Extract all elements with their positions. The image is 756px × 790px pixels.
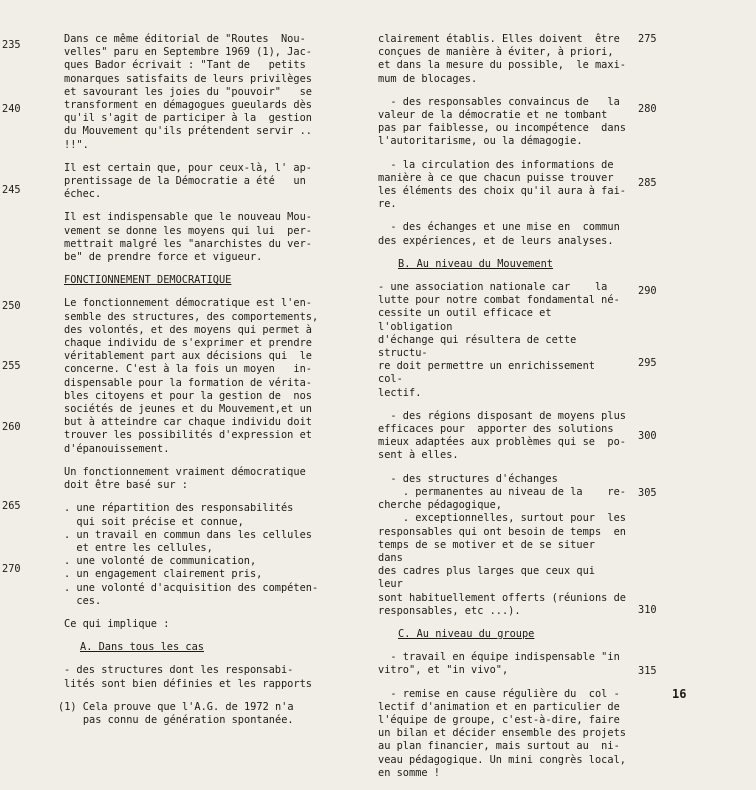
paragraph-association: - une association nationale car la lutte pour notre combat fondamental né- cessite un outil efficace et l'obligation d'échange qui résultera de cette structu- re doit permettre un enrichissement col- lectif. bbox=[378, 281, 620, 399]
line-number: 305 bbox=[638, 487, 657, 499]
line-number: 255 bbox=[2, 360, 21, 372]
paragraph-structures-echanges: - des structures d'échanges . permanentes au niveau de la re- cherche pédagogique, . exceptionnelles, surtout pour les responsables qui ont besoin de temps en temps de se motiver et de se situer dans des cadres plus larges que ceux qui leur sont habituellement offerts (réunions de responsables, etc ...). bbox=[378, 472, 626, 617]
subheading-a: A. Dans tous les cas bbox=[80, 641, 204, 654]
line-number: 280 bbox=[638, 103, 657, 115]
line-number: 250 bbox=[2, 300, 21, 312]
paragraph-echanges: - des échanges et une mise en commun des expériences, et de leurs analyses. bbox=[378, 221, 620, 247]
bullet-list: . une répartition des responsabilités qui soit précise et connue, . un travail en commun dans les cellules et entre les cellules, . une volonté de communication, . un engagement clairement pris, . une volonté d'acquisition des compéten- ces. bbox=[64, 502, 319, 607]
line-number: 285 bbox=[638, 177, 657, 189]
subheading-b: B. Au niveau du Mouvement bbox=[398, 257, 553, 270]
paragraph-structures: - des structures dont les responsabi- lités sont bien définies et les rapports bbox=[64, 664, 312, 690]
line-number: 275 bbox=[638, 33, 657, 45]
paragraph-editorial-quote: Dans ce même éditorial de "Routes Nou- velles" paru en Septembre 1969 (1), Jac- ques Bador écrivait : "Tant de petits monarques satisfaits de leurs privilèges et savourant les joies du "pouvoir" se transforment en démagogues gueulards dès qu'il s'agit de participer à la gestion du Mouvement qu'ils prétendent servir .. !!". bbox=[64, 33, 312, 151]
line-number: 270 bbox=[2, 563, 21, 575]
line-number: 260 bbox=[2, 421, 21, 433]
line-number: 300 bbox=[638, 430, 657, 442]
line-number: 265 bbox=[2, 500, 21, 512]
paragraph-responsables: - des responsables convaincus de la valeur de la démocratie et ne tombant pas par faiblesse, ou incompétence dans l'autoritarisme, ou la démagogie. bbox=[378, 95, 626, 148]
paragraph-base: Un fonctionnement vraiment démocratique doit être basé sur : bbox=[64, 465, 306, 492]
page-number: 16 bbox=[672, 687, 687, 701]
line-number: 245 bbox=[2, 184, 21, 196]
line-number: 240 bbox=[2, 103, 21, 115]
paragraph-nouveau-mouvement: Il est indispensable que le nouveau Mou- vement se donne les moyens qui lui per- mettrait malgré les "anarchistes du ver- be" de prendre force et vigueur. bbox=[64, 211, 312, 264]
paragraph-remise-en-cause: - remise en cause régulière du col - lectif d'animation et en particulier de l'équipe de groupe, c'est-à-dire, faire un bilan et décider ensemble des projets au plan financier, mais surtout au ni- veau pédagogique. Un mini congrès local, en somme ! bbox=[378, 687, 626, 779]
subheading-c: C. Au niveau du groupe bbox=[398, 627, 535, 640]
paragraph-definition: Le fonctionnement démocratique est l'en- semble des structures, des comportements, des volontés, et des moyens qui permet à chaque individu de s'exprimer et prendre véritablement part aux décisions qui le concerne. C'est à la fois un moyen in- dispensable pour la formation de vérita- bles citoyens et pour la gestion de nos sociétés de jeunes et du Mouvement,et un but à atteindre car chaque individu doit trouver les possibilités d'expression et d'épanouissement. bbox=[64, 297, 319, 455]
line-number: 290 bbox=[638, 285, 657, 297]
section-heading-fonctionnement: FONCTIONNEMENT DEMOCRATIQUE bbox=[64, 274, 232, 287]
line-number: 315 bbox=[638, 665, 657, 677]
line-number: 310 bbox=[638, 604, 657, 616]
line-number: 235 bbox=[2, 39, 21, 51]
line-number: 295 bbox=[638, 357, 657, 369]
right-column bbox=[378, 33, 626, 790]
footnote: (1) Cela prouve que l'A.G. de 1972 n'a pas connu de génération spontanée. bbox=[58, 700, 294, 726]
paragraph-travail-equipe: - travail en équipe indispensable "in vitro", et "in vivo", bbox=[378, 651, 620, 677]
paragraph-clairement: clairement établis. Elles doivent être conçues de manière à éviter, à priori, et dans la mesure du possible, le maxi- mum de blocages. bbox=[378, 33, 626, 85]
paragraph-implique: Ce qui implique : bbox=[64, 617, 170, 630]
paragraph-apprentissage: Il est certain que, pour ceux-là, l' ap- prentissage de la Démocratie a été un échec. bbox=[64, 161, 312, 201]
paragraph-regions: - des régions disposant de moyens plus efficaces pour apporter des solutions mieux adaptées aux problèmes qui se po- sent à elles. bbox=[378, 409, 626, 462]
paragraph-circulation: - la circulation des informations de manière à ce que chacun puisse trouver les éléments des choix qu'il aura à fai- re. bbox=[378, 158, 626, 211]
left-column bbox=[58, 33, 322, 727]
